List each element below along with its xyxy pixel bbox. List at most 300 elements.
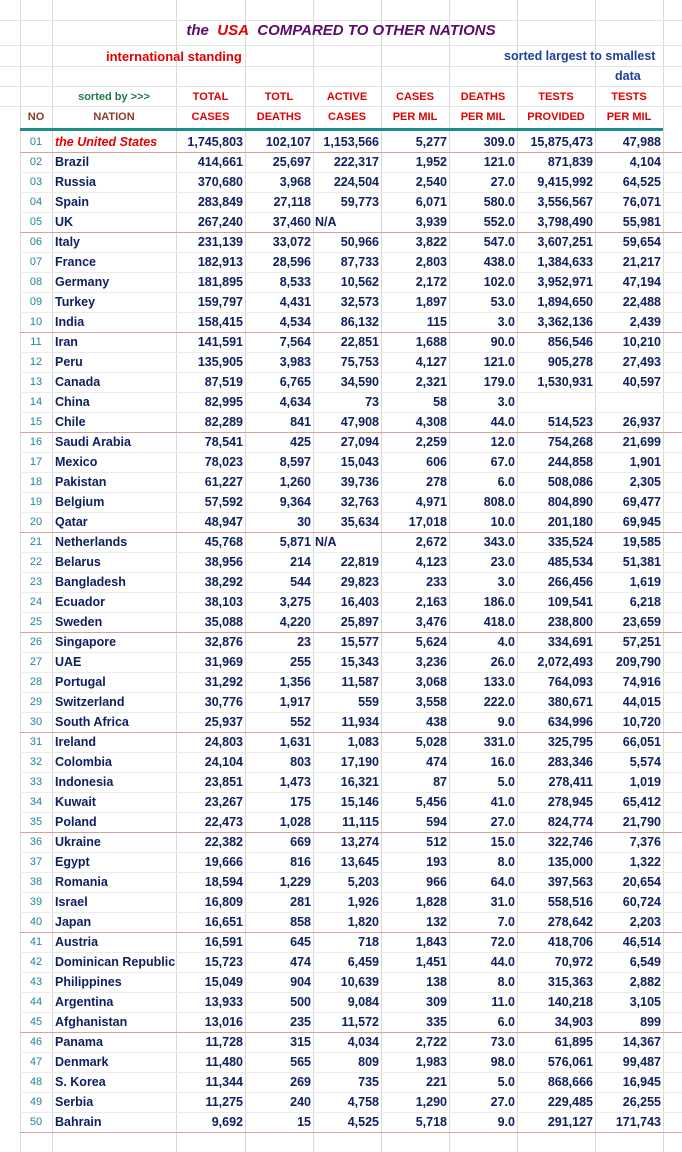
cases-per-mil: 2,722 bbox=[415, 1035, 447, 1049]
subtitle-left: international standing bbox=[106, 49, 242, 64]
deaths-per-mil: 3.0 bbox=[497, 315, 515, 329]
cases-per-mil: 1,897 bbox=[415, 295, 447, 309]
deaths-per-mil: 343.0 bbox=[483, 535, 515, 549]
tests-per-mil: 20,654 bbox=[622, 875, 661, 889]
nation-name: Canada bbox=[55, 375, 101, 389]
cases-per-mil: 1,451 bbox=[415, 955, 447, 969]
total-deaths: 565 bbox=[290, 1055, 311, 1069]
cases-per-mil: 4,127 bbox=[415, 355, 447, 369]
tests-per-mil: 21,217 bbox=[622, 255, 661, 269]
cases-per-mil: 4,971 bbox=[415, 495, 447, 509]
row-number: 12 bbox=[29, 356, 43, 368]
cases-per-mil: 193 bbox=[426, 855, 447, 869]
table-row bbox=[0, 892, 682, 912]
table-row bbox=[0, 872, 682, 892]
total-deaths: 15 bbox=[297, 1115, 311, 1129]
total-deaths: 37,460 bbox=[272, 215, 311, 229]
total-cases: 11,728 bbox=[205, 1035, 243, 1049]
deaths-per-mil: 44.0 bbox=[490, 955, 515, 969]
tests-provided: 278,945 bbox=[547, 795, 593, 809]
active-cases: 1,820 bbox=[347, 915, 379, 929]
nation-name: Netherlands bbox=[55, 535, 128, 549]
table-row bbox=[0, 952, 682, 972]
deaths-per-mil: 73.0 bbox=[490, 1035, 515, 1049]
table-row bbox=[0, 812, 682, 832]
deaths-per-mil: 27.0 bbox=[490, 175, 515, 189]
table-row bbox=[0, 912, 682, 932]
tests-provided: 3,798,490 bbox=[537, 215, 593, 229]
active-cases: 75,753 bbox=[340, 355, 379, 369]
active-cases: 15,343 bbox=[340, 655, 379, 669]
tests-provided: 634,996 bbox=[547, 715, 593, 729]
row-number: 19 bbox=[29, 496, 43, 508]
table-row bbox=[0, 592, 682, 612]
nation-name: Ecuador bbox=[55, 595, 106, 609]
cases-per-mil: 2,259 bbox=[415, 435, 447, 449]
nation-name: Romania bbox=[55, 875, 108, 889]
deaths-per-mil: 133.0 bbox=[483, 675, 515, 689]
nation-name: Ukraine bbox=[55, 835, 101, 849]
cases-per-mil: 335 bbox=[426, 1015, 447, 1029]
cases-per-mil: 1,843 bbox=[415, 935, 447, 949]
active-cases: 11,572 bbox=[341, 1015, 379, 1029]
table-row bbox=[0, 432, 682, 452]
row-number: 39 bbox=[29, 896, 43, 908]
deaths-per-mil: 9.0 bbox=[497, 715, 515, 729]
tests-provided: 335,524 bbox=[547, 535, 593, 549]
table-row bbox=[0, 512, 682, 532]
cases-per-mil: 3,476 bbox=[415, 615, 447, 629]
tests-provided: 70,972 bbox=[554, 955, 593, 969]
active-cases: 15,577 bbox=[340, 635, 379, 649]
tests-provided: 3,556,567 bbox=[537, 195, 593, 209]
active-cases: 17,190 bbox=[340, 755, 379, 769]
deaths-per-mil: 102.0 bbox=[483, 275, 515, 289]
row-number: 44 bbox=[29, 996, 43, 1008]
deaths-per-mil: 98.0 bbox=[490, 1055, 515, 1069]
deaths-per-mil: 222.0 bbox=[483, 695, 515, 709]
cases-per-mil: 3,236 bbox=[415, 655, 447, 669]
table-row bbox=[0, 532, 682, 552]
nation-name: Italy bbox=[55, 235, 81, 249]
cases-per-mil: 87 bbox=[433, 775, 447, 789]
tests-per-mil: 47,194 bbox=[622, 275, 661, 289]
tests-per-mil: 10,210 bbox=[622, 335, 661, 349]
nation-name: France bbox=[55, 255, 96, 269]
deaths-per-mil: 6.0 bbox=[497, 1015, 515, 1029]
tests-provided: 514,523 bbox=[547, 415, 593, 429]
cases-per-mil: 132 bbox=[426, 915, 447, 929]
nation-name: Russia bbox=[55, 175, 96, 189]
total-cases: 18,594 bbox=[204, 875, 243, 889]
deaths-per-mil: 5.0 bbox=[497, 775, 515, 789]
row-number: 04 bbox=[29, 196, 43, 208]
grid-line bbox=[0, 45, 682, 46]
cases-per-mil: 221 bbox=[426, 1075, 447, 1089]
cases-per-mil: 3,822 bbox=[415, 235, 447, 249]
nation-name: Bangladesh bbox=[55, 575, 126, 589]
active-cases: 222,317 bbox=[333, 155, 379, 169]
cases-per-mil: 309 bbox=[426, 995, 447, 1009]
row-number: 10 bbox=[29, 316, 43, 328]
nation-name: Singapore bbox=[55, 635, 117, 649]
active-cases: 5,203 bbox=[347, 875, 379, 889]
total-cases: 22,382 bbox=[204, 835, 243, 849]
total-deaths: 803 bbox=[290, 755, 311, 769]
row-number: 46 bbox=[29, 1036, 43, 1048]
tests-per-mil: 22,488 bbox=[622, 295, 661, 309]
tests-per-mil: 23,659 bbox=[622, 615, 661, 629]
total-deaths: 645 bbox=[290, 935, 311, 949]
cases-per-mil: 58 bbox=[433, 395, 447, 409]
total-deaths: 3,968 bbox=[279, 175, 311, 189]
tests-provided: 804,890 bbox=[547, 495, 593, 509]
total-cases: 30,776 bbox=[204, 695, 243, 709]
tests-provided: 1,530,931 bbox=[537, 375, 593, 389]
tests-per-mil: 5,574 bbox=[629, 755, 661, 769]
deaths-per-mil: 10.0 bbox=[490, 515, 515, 529]
tests-provided: 266,456 bbox=[547, 575, 593, 589]
total-deaths: 425 bbox=[290, 435, 311, 449]
deaths-per-mil: 580.0 bbox=[483, 195, 515, 209]
deaths-per-mil: 418.0 bbox=[483, 615, 515, 629]
active-cases: 4,525 bbox=[347, 1115, 379, 1129]
total-cases: 141,591 bbox=[197, 335, 243, 349]
total-deaths: 8,597 bbox=[279, 455, 311, 469]
row-number: 24 bbox=[29, 596, 43, 608]
row-number: 02 bbox=[29, 156, 43, 168]
page-title bbox=[0, 22, 682, 39]
active-cases: 11,934 bbox=[341, 715, 379, 729]
active-cases: 9,084 bbox=[347, 995, 379, 1009]
total-deaths: 255 bbox=[290, 655, 311, 669]
table-row bbox=[0, 852, 682, 872]
grid-line bbox=[0, 66, 682, 67]
total-cases: 16,809 bbox=[204, 895, 243, 909]
total-deaths: 235 bbox=[290, 1015, 311, 1029]
active-cases: 50,966 bbox=[340, 235, 379, 249]
table-row bbox=[0, 192, 682, 212]
header-top: DEATHS bbox=[460, 91, 506, 103]
nation-name: Mexico bbox=[55, 455, 98, 469]
total-cases: 159,797 bbox=[197, 295, 243, 309]
row-number: 05 bbox=[29, 216, 43, 228]
title-prefix: the bbox=[186, 22, 209, 39]
deaths-per-mil: 72.0 bbox=[490, 935, 515, 949]
cases-per-mil: 2,672 bbox=[415, 535, 447, 549]
active-cases: 25,897 bbox=[340, 615, 379, 629]
total-deaths: 7,564 bbox=[279, 335, 311, 349]
row-number: 06 bbox=[29, 236, 43, 248]
active-cases: 15,146 bbox=[340, 795, 379, 809]
nation-name: Dominican Republic bbox=[55, 955, 176, 969]
tests-provided: 325,795 bbox=[547, 735, 593, 749]
table-row bbox=[0, 352, 682, 372]
nation-name: Qatar bbox=[55, 515, 88, 529]
row-separator bbox=[20, 1132, 682, 1133]
deaths-per-mil: 6.0 bbox=[497, 475, 515, 489]
total-deaths: 240 bbox=[290, 1095, 311, 1109]
total-deaths: 4,534 bbox=[279, 315, 311, 329]
row-number: 43 bbox=[29, 976, 43, 988]
tests-per-mil: 66,051 bbox=[622, 735, 661, 749]
nation-name: Brazil bbox=[55, 155, 90, 169]
tests-per-mil: 27,493 bbox=[622, 355, 661, 369]
active-cases: 10,639 bbox=[340, 975, 379, 989]
total-cases: 13,016 bbox=[204, 1015, 243, 1029]
total-cases: 31,969 bbox=[204, 655, 243, 669]
nation-name: Belgium bbox=[55, 495, 105, 509]
total-deaths: 1,260 bbox=[279, 475, 311, 489]
tests-per-mil: 16,945 bbox=[622, 1075, 661, 1089]
tests-per-mil: 2,203 bbox=[629, 915, 661, 929]
cases-per-mil: 2,321 bbox=[415, 375, 447, 389]
deaths-per-mil: 44.0 bbox=[490, 415, 515, 429]
total-cases: 158,415 bbox=[197, 315, 243, 329]
tests-provided: 9,415,992 bbox=[537, 175, 593, 189]
total-cases: 370,680 bbox=[197, 175, 243, 189]
cases-per-mil: 278 bbox=[426, 475, 447, 489]
table-row bbox=[0, 612, 682, 632]
title-suffix: COMPARED TO OTHER NATIONS bbox=[257, 22, 496, 39]
row-number: 16 bbox=[29, 436, 43, 448]
total-deaths: 5,871 bbox=[279, 535, 311, 549]
row-number: 21 bbox=[29, 536, 43, 548]
table-row bbox=[0, 752, 682, 772]
table-row bbox=[0, 332, 682, 352]
tests-per-mil: 1,019 bbox=[629, 775, 661, 789]
nation-name: Poland bbox=[55, 815, 97, 829]
active-cases: 22,819 bbox=[340, 555, 379, 569]
total-deaths: 1,229 bbox=[279, 875, 311, 889]
table-row bbox=[0, 452, 682, 472]
table-row bbox=[0, 132, 682, 152]
row-number: 42 bbox=[29, 956, 43, 968]
header-no: NO bbox=[27, 111, 45, 123]
table-row bbox=[0, 1112, 682, 1132]
table-row bbox=[0, 1032, 682, 1052]
total-cases: 11,275 bbox=[205, 1095, 243, 1109]
tests-per-mil: 60,724 bbox=[622, 895, 661, 909]
total-cases: 38,292 bbox=[204, 575, 243, 589]
tests-provided: 109,541 bbox=[547, 595, 593, 609]
tests-provided: 135,000 bbox=[547, 855, 593, 869]
tests-provided: 315,363 bbox=[547, 975, 593, 989]
tests-provided: 291,127 bbox=[547, 1115, 593, 1129]
tests-per-mil: 899 bbox=[640, 1015, 661, 1029]
nation-name: India bbox=[55, 315, 85, 329]
total-deaths: 281 bbox=[290, 895, 311, 909]
nation-name: Switzerland bbox=[55, 695, 125, 709]
tests-provided: 856,546 bbox=[547, 335, 593, 349]
nation-name: China bbox=[55, 395, 90, 409]
tests-provided: 61,895 bbox=[554, 1035, 593, 1049]
deaths-per-mil: 3.0 bbox=[497, 575, 515, 589]
total-deaths: 102,107 bbox=[265, 135, 311, 149]
deaths-per-mil: 27.0 bbox=[490, 815, 515, 829]
nation-name: Spain bbox=[55, 195, 90, 209]
total-cases: 11,344 bbox=[205, 1075, 243, 1089]
total-deaths: 816 bbox=[290, 855, 311, 869]
cases-per-mil: 6,071 bbox=[415, 195, 447, 209]
tests-provided: 380,671 bbox=[547, 695, 593, 709]
total-deaths: 6,765 bbox=[279, 375, 311, 389]
total-deaths: 23 bbox=[297, 635, 311, 649]
total-cases: 45,768 bbox=[204, 535, 243, 549]
deaths-per-mil: 8.0 bbox=[497, 855, 515, 869]
total-deaths: 175 bbox=[290, 795, 311, 809]
tests-provided: 418,706 bbox=[547, 935, 593, 949]
tests-per-mil: 21,699 bbox=[622, 435, 661, 449]
deaths-per-mil: 121.0 bbox=[483, 355, 515, 369]
table-row bbox=[0, 632, 682, 652]
deaths-per-mil: 179.0 bbox=[483, 375, 515, 389]
total-cases: 82,995 bbox=[204, 395, 243, 409]
tests-per-mil: 57,251 bbox=[622, 635, 661, 649]
table-row bbox=[0, 992, 682, 1012]
total-cases: 48,947 bbox=[204, 515, 243, 529]
nation-name: Germany bbox=[55, 275, 110, 289]
row-number: 28 bbox=[29, 676, 43, 688]
active-cases: 86,132 bbox=[340, 315, 379, 329]
cases-per-mil: 3,939 bbox=[415, 215, 447, 229]
total-cases: 35,088 bbox=[204, 615, 243, 629]
deaths-per-mil: 5.0 bbox=[497, 1075, 515, 1089]
active-cases: 16,321 bbox=[340, 775, 379, 789]
table-row bbox=[0, 152, 682, 172]
tests-per-mil: 69,477 bbox=[622, 495, 661, 509]
tests-provided: 34,903 bbox=[554, 1015, 593, 1029]
tests-per-mil: 19,585 bbox=[622, 535, 661, 549]
tests-provided: 244,858 bbox=[547, 455, 593, 469]
tests-per-mil: 59,654 bbox=[622, 235, 661, 249]
nation-name: South Africa bbox=[55, 715, 129, 729]
deaths-per-mil: 90.0 bbox=[490, 335, 515, 349]
total-deaths: 1,028 bbox=[279, 815, 311, 829]
cases-per-mil: 17,018 bbox=[408, 515, 447, 529]
row-number: 30 bbox=[29, 716, 43, 728]
deaths-per-mil: 16.0 bbox=[490, 755, 515, 769]
nation-name: the United States bbox=[55, 135, 158, 149]
deaths-per-mil: 547.0 bbox=[483, 235, 515, 249]
deaths-per-mil: 27.0 bbox=[490, 1095, 515, 1109]
cases-per-mil: 5,624 bbox=[415, 635, 447, 649]
active-cases: 13,274 bbox=[340, 835, 379, 849]
tests-per-mil: 65,412 bbox=[622, 795, 661, 809]
active-cases: 27,094 bbox=[340, 435, 379, 449]
tests-per-mil: 46,514 bbox=[622, 935, 661, 949]
active-cases: 87,733 bbox=[340, 255, 379, 269]
table-row bbox=[0, 712, 682, 732]
header-top: CASES bbox=[396, 91, 434, 103]
active-cases: 10,562 bbox=[340, 275, 379, 289]
grid-line bbox=[0, 86, 682, 87]
tests-per-mil: 1,901 bbox=[629, 455, 661, 469]
header-bottom: PER MIL bbox=[606, 111, 652, 123]
deaths-per-mil: 11.0 bbox=[491, 995, 515, 1009]
row-number: 45 bbox=[29, 1016, 43, 1028]
total-cases: 22,473 bbox=[204, 815, 243, 829]
total-deaths: 3,983 bbox=[279, 355, 311, 369]
header-divider bbox=[20, 128, 663, 131]
nation-name: Iran bbox=[55, 335, 78, 349]
total-cases: 78,023 bbox=[204, 455, 243, 469]
tests-per-mil: 6,549 bbox=[629, 955, 661, 969]
nation-name: Peru bbox=[55, 355, 83, 369]
tests-provided: 1,384,633 bbox=[537, 255, 593, 269]
total-cases: 182,913 bbox=[197, 255, 243, 269]
tests-per-mil: 26,255 bbox=[622, 1095, 661, 1109]
row-number: 22 bbox=[29, 556, 43, 568]
deaths-per-mil: 23.0 bbox=[490, 555, 515, 569]
table-row bbox=[0, 392, 682, 412]
row-number: 25 bbox=[29, 616, 43, 628]
cases-per-mil: 1,983 bbox=[415, 1055, 447, 1069]
active-cases: 32,573 bbox=[340, 295, 379, 309]
header-bottom: PER MIL bbox=[392, 111, 438, 123]
deaths-per-mil: 53.0 bbox=[490, 295, 515, 309]
total-cases: 61,227 bbox=[204, 475, 243, 489]
header-top: ACTIVE bbox=[326, 91, 368, 103]
total-deaths: 544 bbox=[290, 575, 311, 589]
tests-per-mil: 1,322 bbox=[629, 855, 661, 869]
active-cases: 59,773 bbox=[340, 195, 379, 209]
sorted-by-label: sorted by >>> bbox=[78, 91, 150, 103]
row-number: 15 bbox=[29, 416, 43, 428]
active-cases: 224,504 bbox=[333, 175, 379, 189]
row-number: 01 bbox=[29, 136, 43, 148]
total-deaths: 25,697 bbox=[272, 155, 311, 169]
total-cases: 15,049 bbox=[204, 975, 243, 989]
tests-per-mil: 10,720 bbox=[622, 715, 661, 729]
cases-per-mil: 1,828 bbox=[415, 895, 447, 909]
nation-name: Afghanistan bbox=[55, 1015, 128, 1029]
table-row bbox=[0, 292, 682, 312]
table-row bbox=[0, 472, 682, 492]
total-deaths: 500 bbox=[290, 995, 311, 1009]
row-number: 47 bbox=[29, 1056, 43, 1068]
tests-provided: 278,411 bbox=[548, 775, 593, 789]
deaths-per-mil: 331.0 bbox=[483, 735, 515, 749]
deaths-per-mil: 64.0 bbox=[490, 875, 515, 889]
header-bottom: CASES bbox=[328, 111, 366, 123]
deaths-per-mil: 808.0 bbox=[483, 495, 515, 509]
total-cases: 181,895 bbox=[197, 275, 243, 289]
total-deaths: 4,431 bbox=[279, 295, 311, 309]
table-row bbox=[0, 1092, 682, 1112]
nation-name: Bahrain bbox=[55, 1115, 102, 1129]
tests-provided: 871,839 bbox=[547, 155, 593, 169]
cases-per-mil: 606 bbox=[426, 455, 447, 469]
table-row bbox=[0, 1072, 682, 1092]
active-cases: 809 bbox=[358, 1055, 379, 1069]
total-deaths: 669 bbox=[290, 835, 311, 849]
row-number: 23 bbox=[29, 576, 43, 588]
deaths-per-mil: 41.0 bbox=[490, 795, 515, 809]
active-cases: 1,926 bbox=[347, 895, 379, 909]
table-row bbox=[0, 232, 682, 252]
nation-name: S. Korea bbox=[55, 1075, 106, 1089]
total-deaths: 269 bbox=[290, 1075, 311, 1089]
row-number: 33 bbox=[29, 776, 43, 788]
tests-provided: 322,746 bbox=[547, 835, 593, 849]
table-row bbox=[0, 692, 682, 712]
cases-per-mil: 4,123 bbox=[415, 555, 447, 569]
cases-per-mil: 5,277 bbox=[415, 135, 447, 149]
total-cases: 16,651 bbox=[204, 915, 243, 929]
title-usa: USA bbox=[217, 22, 249, 39]
table-row bbox=[0, 252, 682, 272]
